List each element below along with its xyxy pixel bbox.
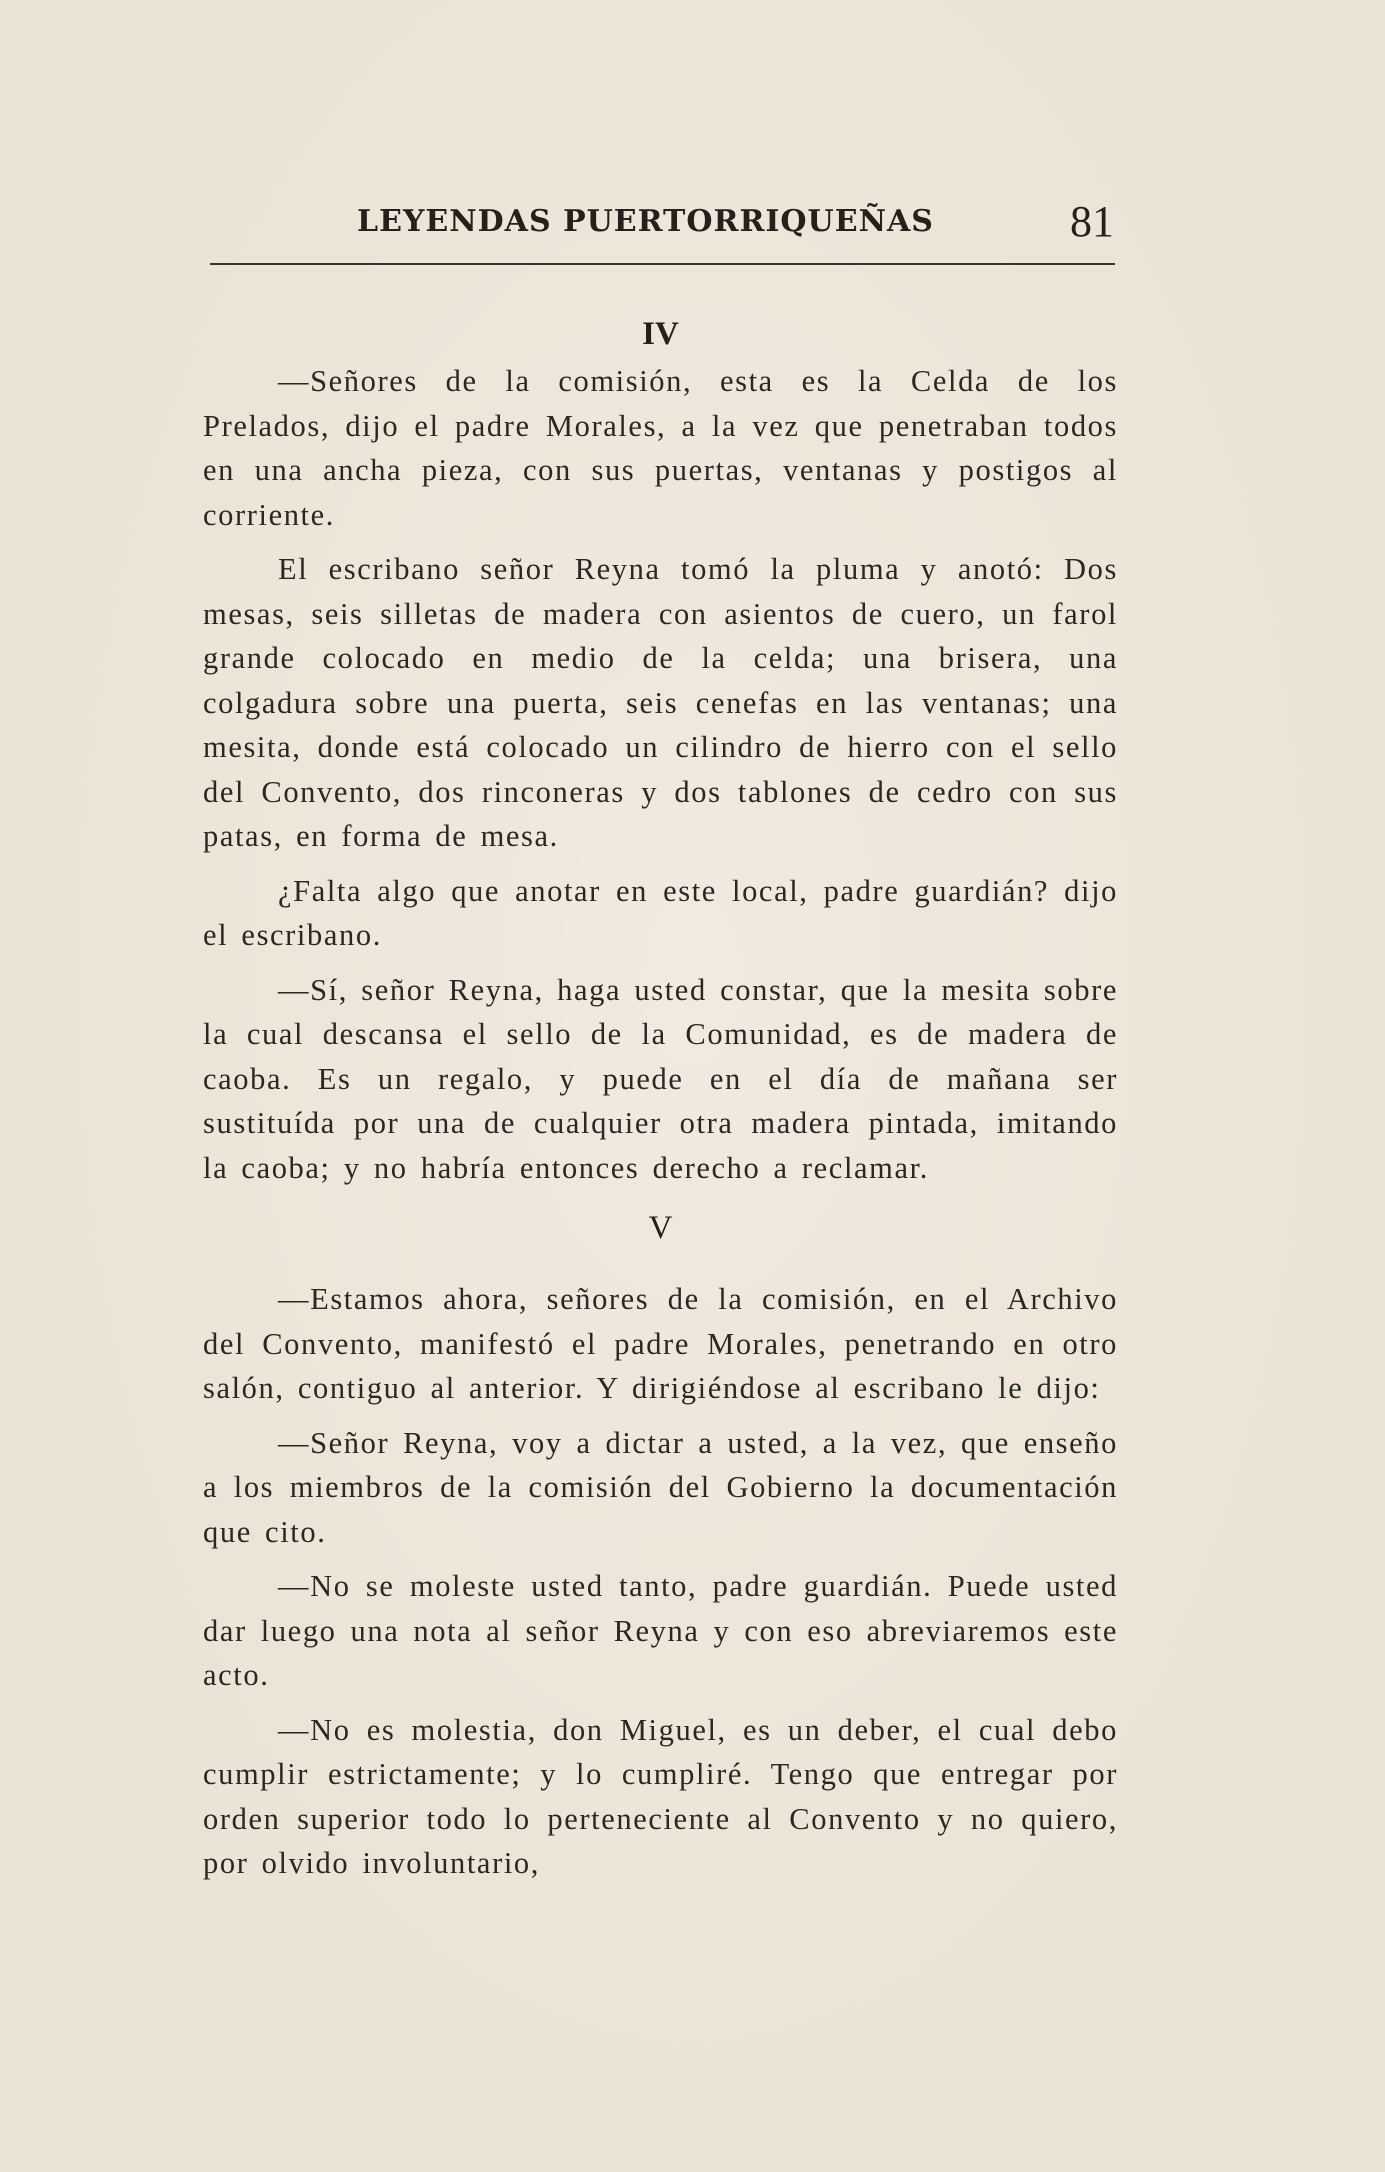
paragraph: ¿Falta algo que anotar en este local, padre guardián? dijo el escribano.	[203, 873, 1118, 952]
page-header	[205, 196, 1120, 256]
paragraph: —Sí, señor Reyna, haga usted constar, que la mesita sobre la cual descansa el sello de la Comunidad, es de madera de caoba. Es un regalo, y puede en el día de mañana ser sustituída por una de cualquier otra madera pintada, imitando la caoba; y no habría entonces derecho a reclamar.	[203, 972, 1118, 1185]
paragraph: —No se moleste usted tanto, padre guardián. Puede usted dar luego una nota al señor Reyna y con eso abreviaremos este acto.	[203, 1569, 1118, 1692]
section-heading-iv: IV	[642, 316, 679, 352]
paragraph: —Señor Reyna, voy a dictar a usted, a la vez, que enseño a los miembros de la comisión del Gobierno la documentación que cito.	[203, 1425, 1118, 1549]
header-rule	[210, 263, 1115, 265]
paragraph: —No es molestia, don Miguel, es un deber, el cual debo cumplir estrictamente; y lo cumpliré. Tengo que entregar por orden superior todo lo perteneciente al Convento y no quiero, por olvido involuntario,	[203, 1712, 1118, 1880]
paragraph: —Señores de la comisión, esta es la Celda de los Prelados, dijo el padre Morales, a la vez que penetraban todos en una ancha pieza, con sus puertas, ventanas y postigos al corriente.	[203, 364, 1118, 532]
page-body	[203, 300, 1118, 1896]
paragraph: —Estamos ahora, señores de la comisión, en el Archivo del Convento, manifestó el padre Morales, penetrando en otro salón, contiguo al anterior. Y dirigiéndose al escribano le dijo:	[203, 1282, 1118, 1405]
paragraph: El escribano señor Reyna tomó la pluma y anotó: Dos mesas, seis silletas de madera con asientos de cuero, un farol grande colocado en medio de la celda; una brisera, una colgadura sobre una puerta, seis cenefas en las ventanas; una mesita, donde está colocado un cilindro de hierro con el sello del Convento, dos rinconeras y dos tablones de cedro con sus patas, en forma de mesa.	[203, 552, 1118, 853]
running-title: LEYENDAS PUERTORRIQUEÑAS	[357, 204, 934, 239]
section-heading-v: V	[648, 1210, 673, 1246]
page-number: 81	[1070, 197, 1114, 246]
